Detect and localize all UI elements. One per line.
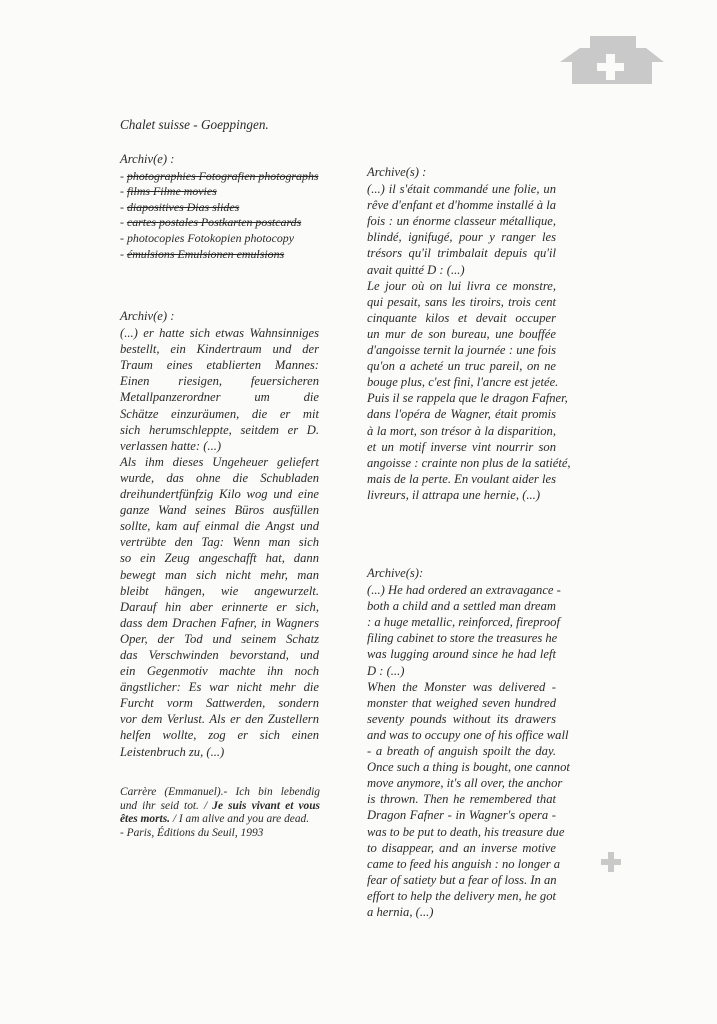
citation-publisher: - Paris, Éditions du Seuil, 1993: [120, 826, 264, 839]
english-text-line: a hernia, (...): [367, 904, 434, 919]
citation-line-3: [120, 813, 320, 827]
french-text-line: bouge plus, c'est fini, l'ancre est jetée.: [367, 375, 559, 390]
english-text-line: move anymore, it's all over, the anchor: [367, 776, 563, 791]
english-text-line: fear of satiety but a fear of loss. In an: [367, 872, 557, 887]
french-text-block: [367, 164, 571, 503]
citation: [120, 786, 320, 840]
german-text-line: bewegt man sich nicht mehr, man: [120, 567, 319, 582]
citation-french-title: Je suis vivant et vous: [212, 799, 320, 812]
german-text-line: vor dem Verlust. Als er den Zustellern: [120, 712, 319, 727]
english-text-line: is thrown. Then he remembered that: [367, 792, 556, 807]
german-text-line: Als ihm dieses Ungeheuer geliefert: [120, 454, 319, 469]
citation-line-1: [120, 786, 320, 800]
struck-item-text: diapositives Dias slides: [126, 199, 240, 214]
german-text-line: (...) er hatte sich etwas Wahnsinniges: [120, 326, 319, 341]
french-text-line: blindé, ignifugé, pour y ranger les: [367, 230, 556, 245]
english-text-line: both a child and a settled man dream: [367, 599, 556, 614]
german-text-line: wurde, das ohne die Schubladen: [120, 470, 319, 485]
archive-list-item: [120, 200, 320, 216]
german-label: Archiv(e) :: [120, 309, 175, 323]
german-text-line: ängstlicher: Es war nicht mehr die: [120, 680, 319, 695]
german-text-line: Einen riesigen, feuersicheren: [120, 374, 319, 389]
german-text-block: [120, 308, 319, 760]
struck-item-text: films Filme movies: [126, 184, 217, 199]
french-text-line: un mur de son bureau, une bouffée: [367, 326, 556, 341]
french-text-line: qu'on a acheté un truc pareil, on ne: [367, 359, 556, 374]
french-text-line: livreurs, il attrapa une hernie, (...): [367, 487, 541, 502]
archive-list-label: Archiv(e) :: [120, 152, 175, 166]
item-text: photocopies Fotokopien photocopy: [126, 230, 295, 245]
french-text-line: et un motif inverse vint nourrir son: [367, 439, 556, 454]
english-text-line: came to feed his anguish : no longer a: [367, 856, 561, 871]
french-text-line: cinquante kilos et devait occuper: [367, 310, 556, 325]
citation-german-title-cont: und ihr seid tot. /: [120, 799, 213, 812]
list-dash: -: [120, 199, 127, 214]
english-text-line: was to be put to death, his treasure due: [367, 824, 565, 839]
french-text-line: qui pesait, sans les tiroirs, trois cent: [367, 294, 556, 309]
english-text-line: (...) He had ordered an extravagance -: [367, 583, 561, 598]
english-text-line: : a huge metallic, reinforced, fireproof: [367, 615, 560, 630]
archive-list: [120, 152, 320, 262]
english-text-line: D : (...): [367, 663, 405, 678]
struck-item-text: photographies Fotografien photographs: [126, 168, 319, 183]
german-text-line: dreihundertfünfzig Kilo wog und eine: [120, 487, 319, 502]
list-dash: -: [120, 168, 127, 183]
french-text-line: à la mort, son trésor à la disparition,: [367, 423, 556, 438]
chalet-cross-icon: [560, 36, 664, 90]
english-text-block: [367, 565, 570, 920]
english-label: Archive(s):: [367, 566, 424, 580]
french-text-line: trésors qu'il trimbalait depuis qu'il: [367, 246, 556, 261]
struck-item-text: cartes postales Postkarten postcards: [126, 215, 302, 230]
german-text-line: Metallpanzerordner um die: [120, 390, 319, 405]
french-text-line: (...) il s'était commandé une folie, un: [367, 182, 556, 197]
list-dash: -: [120, 215, 127, 230]
french-text-line: dans l'opéra de Wagner, était promis: [367, 407, 556, 422]
english-text-line: filing cabinet to store the treasures he: [367, 631, 558, 646]
citation-english-title: / I am alive and you are dead.: [170, 813, 310, 826]
english-text-line: to disappear, and an inverse motive: [367, 840, 556, 855]
archive-list-item: [120, 247, 320, 263]
german-text-line: vertrübte den Tag: Wenn man sich: [120, 535, 319, 550]
german-text-line: Traum eines etablierten Mannes:: [120, 358, 319, 373]
german-text-line: bleibt hängen, wie angewurzelt.: [120, 583, 319, 598]
list-dash: -: [120, 184, 127, 199]
cross-icon: [601, 852, 621, 872]
german-text-line: sich herumschleppte, seitdem er D.: [120, 422, 319, 437]
german-text-line: Schätze einzuräumen, die er mit: [120, 406, 319, 421]
german-text-line: ein Gegenmotiv machte ihn noch: [120, 664, 319, 679]
german-text-line: Furcht vorm Sattwerden, sondern: [120, 696, 319, 711]
german-text-line: Oper, der Tod und seinem Schatz: [120, 631, 319, 646]
french-text-line: Le jour où on lui livra ce monstre,: [367, 278, 556, 293]
french-text-line: angoisse : crainte non plus de la satiété,: [367, 455, 571, 470]
archive-list-item: [120, 184, 320, 200]
french-text-line: rêve d'enfant et d'homme installé à la: [367, 198, 556, 213]
french-text-line: fois : un énorme classeur métallique,: [367, 214, 556, 229]
french-text-line: d'angoisse ternit la journée : une fois: [367, 343, 556, 358]
english-text-line: monster that weighed seven hundred: [367, 695, 556, 710]
list-dash: -: [120, 246, 127, 261]
english-text-line: was lugging around since he had left: [367, 647, 556, 662]
citation-author: Carrère (Emmanuel).-: [120, 786, 228, 798]
citation-line-2: [120, 800, 320, 814]
english-text-line: Dragon Fafner - in Wagner's opera -: [367, 808, 556, 823]
english-text-line: and was to occupy one of his office wall: [367, 727, 569, 742]
german-text-line: Darauf hin aber erinnerte er sich,: [120, 599, 319, 614]
german-text-line: dass dem Drachen Fafner, in Wagners: [120, 615, 319, 630]
french-text-line: Puis il se rappela que le dragon Fafner,: [367, 391, 568, 406]
german-text-line: ganze Wand seines Büros ausfüllen: [120, 503, 319, 518]
page-title: Chalet suisse - Goeppingen.: [120, 117, 269, 132]
citation-french-title-cont: êtes morts.: [120, 813, 170, 826]
list-dash: -: [120, 230, 127, 245]
french-label: Archive(s) :: [367, 165, 427, 179]
german-text-line: so ein Zeug angeschafft hat, dann: [120, 551, 319, 566]
english-text-line: - a breath of anguish spoilt the day.: [367, 744, 556, 759]
german-text-line: verlassen hatte: (...): [120, 438, 222, 453]
german-text-line: das Verschwinden bevorstand, und: [120, 647, 319, 662]
german-text-line: Leistenbruch zu, (...): [120, 744, 225, 759]
english-text-line: When the Monster was delivered -: [367, 679, 556, 694]
archive-list-item: [120, 231, 320, 247]
english-text-line: Once such a thing is bought, one cannot: [367, 760, 570, 775]
french-text-line: mais de la perte. En voulant aider les: [367, 471, 556, 486]
citation-german-title: Ich bin lebendig: [227, 786, 320, 798]
english-text-line: effort to help the delivery men, he got: [367, 888, 556, 903]
archive-list-item: [120, 215, 320, 231]
english-text-line: seventy pounds without its drawers: [367, 711, 556, 726]
archive-list-item: [120, 169, 320, 185]
german-text-line: helfen wollte, zog er sich einen: [120, 728, 319, 743]
german-text-line: sollte, kam auf einmal die Angst und: [120, 519, 319, 534]
french-text-line: avait quitté D : (...): [367, 262, 465, 277]
struck-item-text: émulsions Emulsionen emulsions: [126, 246, 285, 261]
german-text-line: bestellt, ein Kindertraum und der: [120, 342, 319, 357]
